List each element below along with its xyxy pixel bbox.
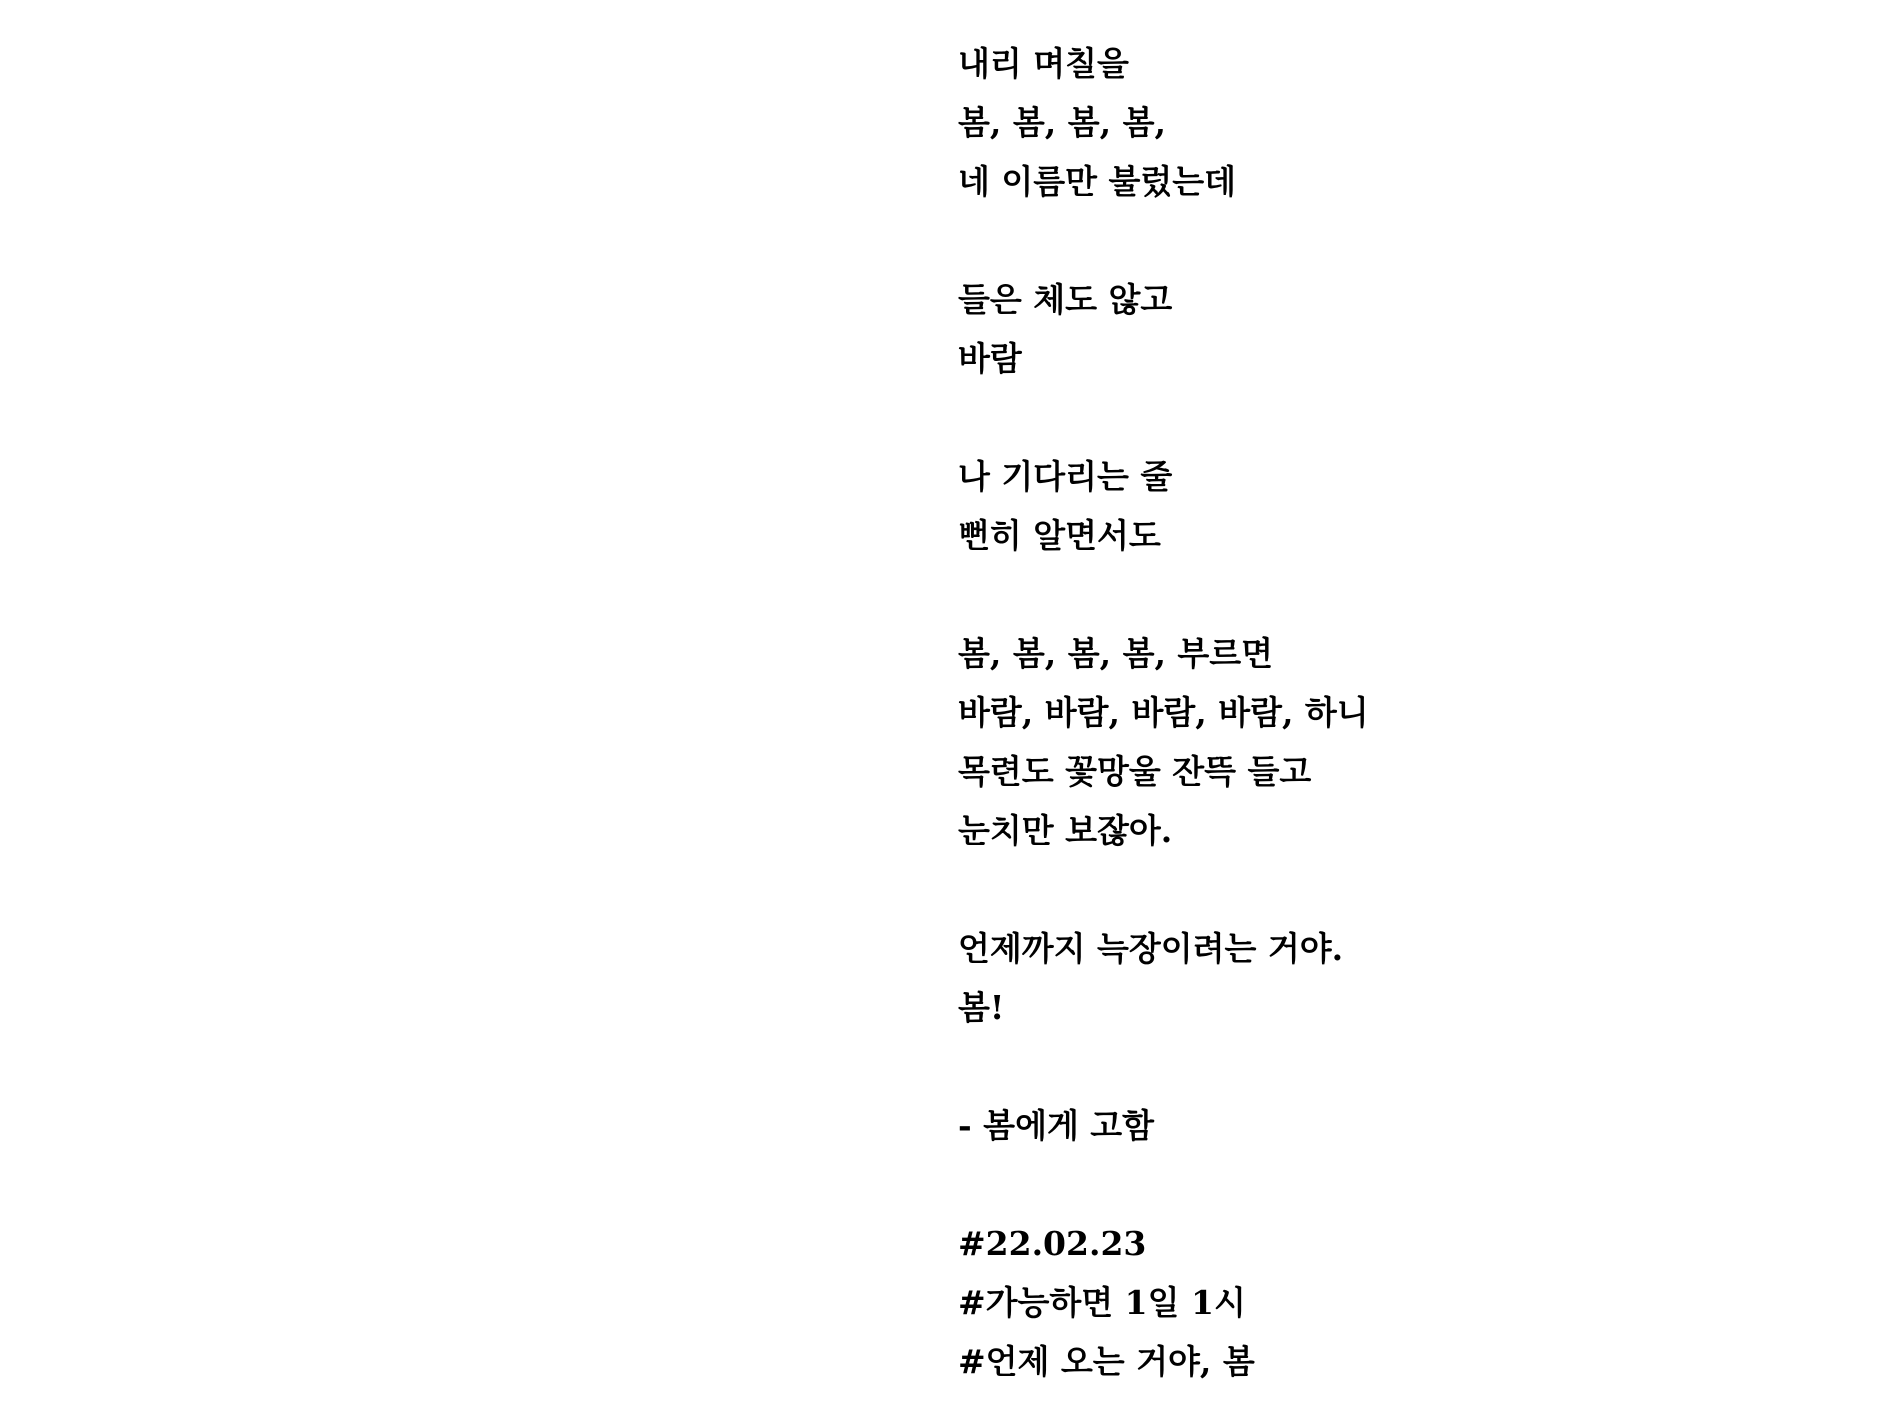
- poem-line: 바람: [958, 339, 1022, 378]
- poem-line: 바람, 바람, 바람, 바람, 하니: [958, 693, 1369, 732]
- poem-line: 눈치만 보잖아.: [958, 811, 1173, 850]
- poem-line: 네 이름만 불렀는데: [958, 162, 1237, 201]
- poem-line: 봄, 봄, 봄, 봄, 부르면: [958, 634, 1274, 673]
- stanza-break: [958, 565, 1858, 624]
- poem-line: 나 기다리는 줄: [958, 457, 1173, 496]
- poem-title-signature: - 봄에게 고함: [958, 1106, 1155, 1145]
- poem-line: 봄, 봄, 봄, 봄,: [958, 103, 1166, 142]
- hashtag: #가능하면 1일 1시: [958, 1283, 1246, 1322]
- poem-line: 봄!: [958, 988, 1005, 1027]
- stanza-break: [958, 860, 1858, 919]
- hashtag-date: #22.02.23: [958, 1224, 1147, 1263]
- stanza-break: [958, 388, 1858, 447]
- poem-text: [958, 34, 1858, 1391]
- stanza-break: [958, 211, 1858, 270]
- stanza-break: [958, 1037, 1858, 1096]
- poem-line: 언제까지 늑장이려는 거야.: [958, 929, 1344, 968]
- poem-line: 내리 며칠을: [958, 44, 1129, 83]
- poem-line: 목련도 꽃망울 잔뜩 들고: [958, 752, 1312, 791]
- poem-line: 들은 체도 않고: [958, 280, 1173, 319]
- hashtag: #언제 오는 거야, 봄: [958, 1342, 1255, 1381]
- stanza-break: [958, 1155, 1858, 1214]
- poem-line: 뻔히 알면서도: [958, 516, 1161, 555]
